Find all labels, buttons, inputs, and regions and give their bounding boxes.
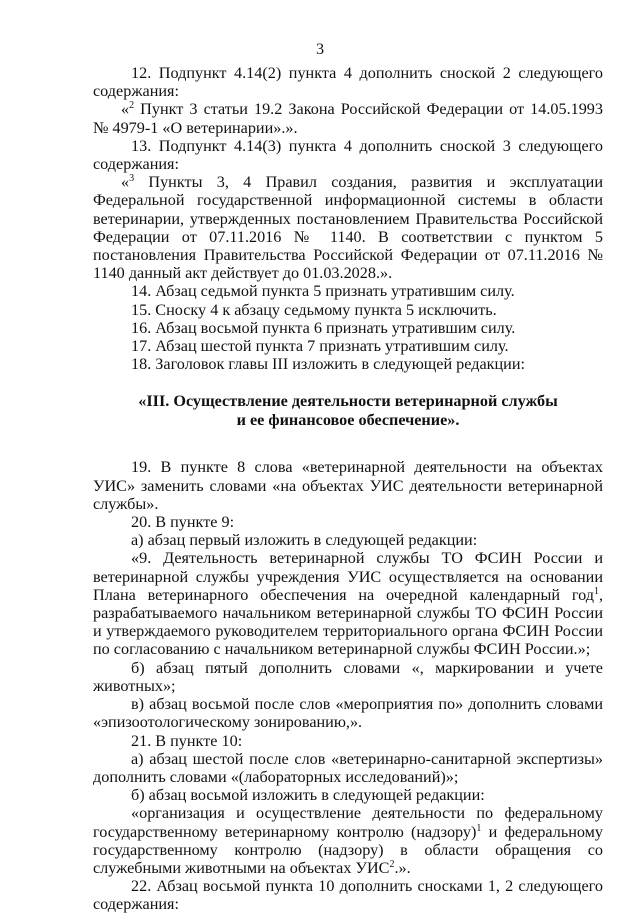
paragraph-20-b: б) абзац пятый дополнить словами «, маркировании и учете животных»; xyxy=(93,658,603,695)
quote-footnote-2: «$^2$ Пункт 3 статьи 19.2 Закона Российской Федерации от 14.05.1993 № 4979-1 «О ветеринарии».». xyxy=(93,100,603,137)
paragraph-20-a: а) абзац первый изложить в следующей редакции: xyxy=(131,531,478,550)
footnote-mark-3: 3 xyxy=(129,173,135,185)
paragraph-12: 12. Подпункт 4.14(2) пункта 4 дополнить сноской 2 следующего содержания: xyxy=(93,64,603,101)
footnote-mark-1b: 1 xyxy=(476,822,482,834)
paragraph-21-b: б) абзац восьмой изложить в следующей редакции: xyxy=(131,786,485,805)
quote-control: «организация и осуществление деятельности по федеральному государственному ветеринарному контролю (надзору)$^1$ и федеральному государственному контролю (надзору) в области обращения со служебными животными на объектах УИС$^2$.». xyxy=(93,804,603,877)
paragraph-14: 14. Абзац седьмой пункта 5 признать утратившим силу. xyxy=(131,282,515,301)
footnote-mark-2: 2 xyxy=(129,100,135,112)
paragraph-22: 22. Абзац восьмой пункта 10 дополнить сносками 1, 2 следующего содержания: xyxy=(93,877,603,914)
chapter-heading-line-2: и ее финансовое обеспечение». xyxy=(236,411,460,430)
document-body xyxy=(93,64,603,914)
paragraph-16: 16. Абзац восьмой пункта 6 признать утратившим силу. xyxy=(131,318,516,337)
quote-footnote-3: «$^3$ Пункты 3, 4 Правил создания, развития и эксплуатации Федеральной государственной информационной системы в области ветеринарии, утвержденных постановлением Правительства Российской Федерации от 07.11.2016 № 1140. В соответствии с пунктом 5 постановления Правительства Российской Федерации от 07.11.2016 № 1140 данный акт действует до 01.03.2028.». xyxy=(93,173,603,283)
paragraph-20-v: в) абзац восьмой после слов «мероприятия по» дополнить словами «эпизоотологическому зонированию,». xyxy=(93,695,603,732)
paragraph-15: 15. Сноску 4 к абзацу седьмому пункта 5 исключить. xyxy=(131,300,497,319)
chapter-heading-line-1: «III. Осуществление деятельности ветеринарной службы xyxy=(138,392,558,411)
footnote-mark-2b: 2 xyxy=(389,858,395,870)
page-number: 3 xyxy=(315,40,325,58)
paragraph-17: 17. Абзац шестой пункта 7 признать утратившим силу. xyxy=(131,337,509,356)
paragraph-18: 18. Заголовок главы III изложить в следующей редакции: xyxy=(131,355,525,374)
chapter-heading xyxy=(93,392,603,430)
paragraph-19: 19. В пункте 8 слова «ветеринарной деятельности на объектах УИС» заменить словами «на объектах УИС деятельности ветеринарной службы». xyxy=(93,458,603,513)
paragraph-21-a: а) абзац шестой после слов «ветеринарно-санитарной экспертизы» дополнить словами «(лабораторных исследований)»; xyxy=(93,749,603,786)
quote-point-9: «9. Деятельность ветеринарной службы ТО ФСИН России и ветеринарной службы учреждения УИС осуществляется на основании Плана ветеринарного обеспечения на очередной календарный год$^1$, разрабатываемого начальником ветеринарной службы ТО ФСИН России и утверждаемого руководителем территориального органа ФСИН России по согласованию с начальником ветеринарной службы ФСИН России.»; xyxy=(93,549,603,659)
paragraph-21: 21. В пункте 10: xyxy=(131,731,243,750)
paragraph-20: 20. В пункте 9: xyxy=(131,513,235,532)
footnote-mark-1: 1 xyxy=(593,585,599,597)
paragraph-13: 13. Подпункт 4.14(3) пункта 4 дополнить сноской 3 следующего содержания: xyxy=(93,136,603,174)
